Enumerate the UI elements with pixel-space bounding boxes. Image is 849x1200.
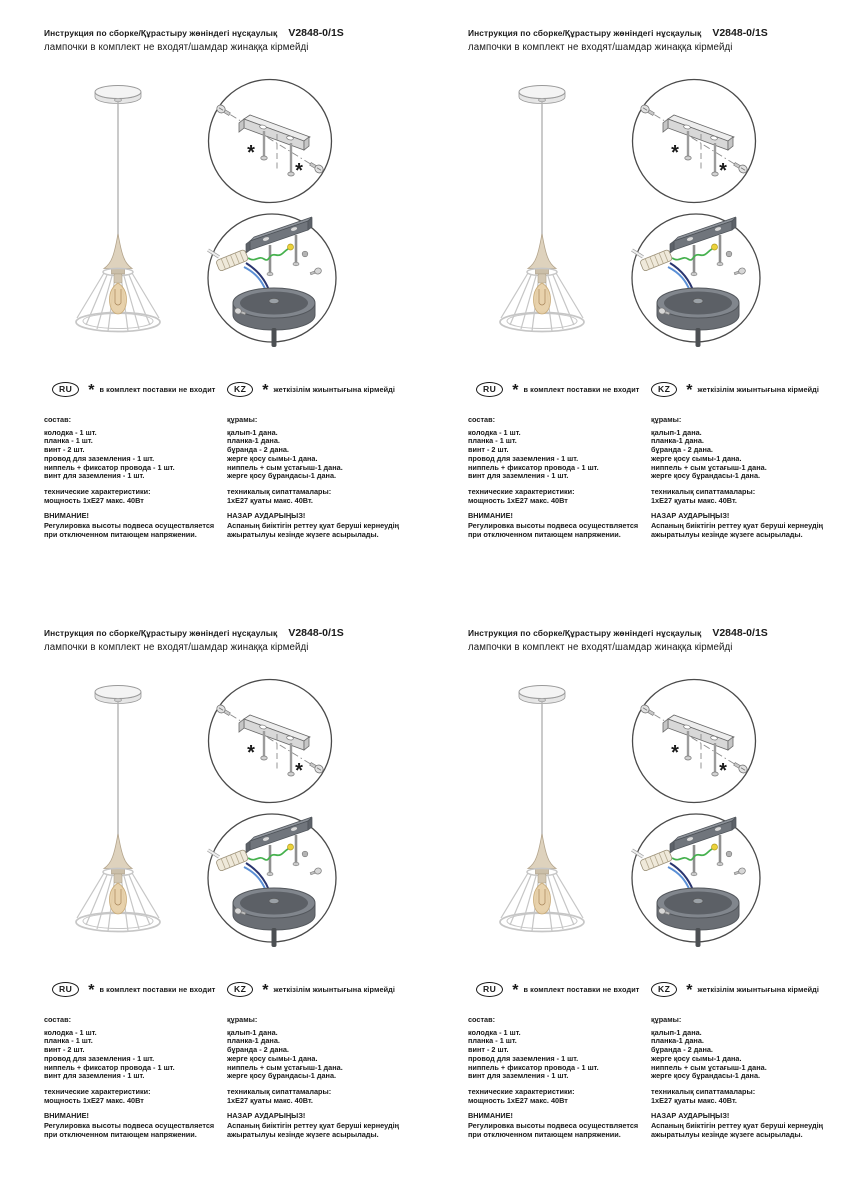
pendant-lamp-illustration <box>70 80 170 338</box>
asterisk-marker: * <box>247 142 255 164</box>
model-number: V2848-0/1S <box>288 27 344 39</box>
pendant-lamp-illustration <box>494 80 594 338</box>
list-item: колодка - 1 шт. <box>44 1027 97 1037</box>
kz-warning-title: НАЗАР АУДАРЫҢЫЗ! <box>651 1111 730 1121</box>
list-item: жерге қосу сымы-1 дана. <box>651 1053 742 1063</box>
list-item: винт - 2 шт. <box>44 445 85 455</box>
asterisk-marker: * <box>262 982 269 999</box>
kz-specs-title: техникалық сипаттамалары: <box>651 486 756 496</box>
ru-list-title: состав: <box>44 415 72 424</box>
kz-note-text: жеткізілім жиынтығына кірмейді <box>273 384 396 394</box>
kz-parts-column <box>227 416 423 539</box>
kz-note-text: жеткізілім жиынтығына кірмейді <box>697 984 820 994</box>
asterisk-marker: * <box>686 982 693 999</box>
kz-parts-column <box>651 416 847 539</box>
ru-list-title: состав: <box>44 1015 72 1024</box>
wiring-diagram <box>204 811 340 949</box>
ru-specs <box>44 1088 224 1105</box>
list-item: планка - 1 шт. <box>44 436 93 446</box>
model-number: V2848-0/1S <box>288 627 344 639</box>
kz-specs <box>227 1088 423 1105</box>
sheet-header <box>468 627 828 653</box>
ru-warning-line: Регулировка высоты подвеса осуществляется <box>468 521 639 531</box>
kz-warning <box>227 512 423 539</box>
asterisk-marker: * <box>512 982 519 999</box>
ru-specs-value: мощность 1хЕ27 макс. 40Вт <box>44 1095 144 1105</box>
kz-warning-title: НАЗАР АУДАРЫҢЫЗ! <box>227 511 306 521</box>
ru-note-text: в комплект поставки не входит <box>99 384 216 394</box>
kz-list-title: құрамы: <box>651 415 682 424</box>
kz-note-text: жеткізілім жиынтығына кірмейді <box>273 984 396 994</box>
sheet-subtitle: лампочки в комплект не входят/шамдар жинаққа кірмейді <box>468 41 733 53</box>
hex-nut <box>726 851 732 857</box>
model-number: V2848-0/1S <box>712 27 768 39</box>
kz-parts-list <box>651 1029 847 1081</box>
instruction-sheet <box>0 600 424 1200</box>
ru-specs-value: мощность 1хЕ27 макс. 40Вт <box>468 495 568 505</box>
kz-language-badge: KZ <box>651 382 677 397</box>
list-item: қалып-1 дана. <box>227 1027 278 1037</box>
kz-parts-column <box>651 1016 847 1139</box>
ru-specs <box>468 1088 648 1105</box>
kz-specs-value: 1хЕ27 қуаты макс. 40Вт. <box>651 495 737 505</box>
edison-bulb <box>534 274 551 314</box>
language-notes-row <box>0 380 424 400</box>
ru-language-badge: RU <box>52 982 79 997</box>
asterisk-marker: * <box>247 742 255 764</box>
list-item: винт для заземления - 1 шт. <box>468 1071 569 1081</box>
asterisk-marker: * <box>671 142 679 164</box>
language-notes-row <box>0 980 424 1000</box>
sheet-title: Инструкция по сборке/Құрастыру жөніндегі нұсқаулық <box>468 628 702 638</box>
list-item: провод для заземления - 1 шт. <box>468 1053 579 1063</box>
asterisk-marker: * <box>88 982 95 999</box>
kz-language-badge: KZ <box>227 382 253 397</box>
yellow-wire-connector <box>288 244 294 250</box>
ru-specs-title: технические характеристики: <box>44 1086 151 1096</box>
edison-bulb <box>110 274 127 314</box>
kz-note-group <box>227 980 395 998</box>
sheet-subtitle: лампочки в комплект не входят/шамдар жинаққа кірмейді <box>44 641 309 653</box>
ru-note-text: в комплект поставки не входит <box>523 984 640 994</box>
ru-warning <box>44 1112 224 1139</box>
kz-parts-column <box>227 1016 423 1139</box>
ru-warning-line: при отключенном питающем напряжении. <box>468 529 621 539</box>
instruction-sheet <box>424 0 848 600</box>
ru-parts-column <box>44 1016 224 1139</box>
ru-warning-title: ВНИМАНИЕ! <box>44 1111 89 1121</box>
ru-warning-line: Регулировка высоты подвеса осуществляется <box>44 521 215 531</box>
hex-nut <box>726 251 732 257</box>
wiring-diagram <box>628 211 764 349</box>
list-item: ниппель + фиксатор провода - 1 шт. <box>468 1062 599 1072</box>
ceiling-cup <box>233 288 315 347</box>
bracket-mounting-diagram <box>630 677 758 805</box>
kz-language-badge: KZ <box>227 982 253 997</box>
kz-specs-title: техникалық сипаттамалары: <box>227 486 332 496</box>
kz-list-title: құрамы: <box>227 1015 258 1024</box>
ru-specs <box>468 488 648 505</box>
ceiling-canopy <box>95 86 141 104</box>
list-item: колодка - 1 шт. <box>468 427 521 437</box>
bracket-mounting-diagram <box>630 77 758 205</box>
kz-specs-value: 1хЕ27 қуаты макс. 40Вт. <box>651 1095 737 1105</box>
kz-warning-line: ажыратылуы кезінде жүзеге асырылады. <box>651 529 803 539</box>
list-item: қалып-1 дана. <box>651 1027 702 1037</box>
list-item: винт для заземления - 1 шт. <box>44 471 145 481</box>
ceiling-canopy <box>95 686 141 704</box>
list-item: бұранда - 2 дана. <box>651 1045 713 1055</box>
list-item: бұранда - 2 дана. <box>651 445 713 455</box>
ceiling-canopy <box>519 86 565 104</box>
list-item: жерге қосу бұрандасы-1 дана. <box>651 1071 761 1081</box>
list-item: планка - 1 шт. <box>44 1036 93 1046</box>
sheet-header <box>44 627 404 653</box>
kz-warning-line: ажыратылуы кезінде жүзеге асырылады. <box>227 529 379 539</box>
list-item: ниппель + сым ұстағыш-1 дана. <box>651 1062 767 1072</box>
kz-language-badge: KZ <box>651 982 677 997</box>
language-notes-row <box>424 380 848 400</box>
ru-warning <box>44 512 224 539</box>
language-notes-row <box>424 980 848 1000</box>
ru-warning-title: ВНИМАНИЕ! <box>468 1111 513 1121</box>
pendant-lamp-illustration <box>494 680 594 938</box>
list-item: планка-1 дана. <box>651 436 704 446</box>
ru-specs-title: технические характеристики: <box>468 1086 575 1096</box>
ru-warning <box>468 512 648 539</box>
ru-list-title: состав: <box>468 1015 496 1024</box>
wiring-diagram <box>628 811 764 949</box>
kz-note-text: жеткізілім жиынтығына кірмейді <box>697 384 820 394</box>
asterisk-marker: * <box>686 382 693 399</box>
kz-warning-line: Аспаның биіктігін реттеу қуат беруші кернеудің <box>651 1121 824 1131</box>
list-item: ниппель + сым ұстағыш-1 дана. <box>651 462 767 472</box>
list-item: қалып-1 дана. <box>227 427 278 437</box>
pendant-lamp-illustration <box>70 680 170 938</box>
ru-parts-list <box>44 429 224 481</box>
ru-note-group <box>476 980 639 998</box>
kz-warning-title: НАЗАР АУДАРЫҢЫЗ! <box>651 511 730 521</box>
kz-warning <box>651 512 847 539</box>
list-item: планка - 1 шт. <box>468 436 517 446</box>
ceiling-cup <box>657 888 739 947</box>
kz-warning-line: ажыратылуы кезінде жүзеге асырылады. <box>651 1129 803 1139</box>
ru-note-group <box>52 380 215 398</box>
kz-note-group <box>651 980 819 998</box>
list-item: провод для заземления - 1 шт. <box>44 453 155 463</box>
list-item: винт для заземления - 1 шт. <box>44 1071 145 1081</box>
kz-list-title: құрамы: <box>227 415 258 424</box>
list-item: колодка - 1 шт. <box>468 1027 521 1037</box>
ceiling-cup <box>657 288 739 347</box>
list-item: винт для заземления - 1 шт. <box>468 471 569 481</box>
kz-specs <box>227 488 423 505</box>
sheet-title: Инструкция по сборке/Құрастыру жөніндегі нұсқаулық <box>44 628 278 638</box>
kz-warning <box>651 1112 847 1139</box>
list-item: жерге қосу бұрандасы-1 дана. <box>651 471 761 481</box>
ru-note-group <box>52 980 215 998</box>
instruction-sheet <box>0 0 424 600</box>
list-item: планка - 1 шт. <box>468 1036 517 1046</box>
list-item: провод для заземления - 1 шт. <box>468 453 579 463</box>
ru-language-badge: RU <box>52 382 79 397</box>
asterisk-marker: * <box>671 742 679 764</box>
ru-specs-title: технические характеристики: <box>44 486 151 496</box>
ru-parts-list <box>468 1029 648 1081</box>
edison-bulb <box>534 874 551 914</box>
list-item: планка-1 дана. <box>227 436 280 446</box>
asterisk-marker: * <box>512 382 519 399</box>
asterisk-marker: * <box>719 760 727 782</box>
list-item: жерге қосу сымы-1 дана. <box>651 453 742 463</box>
yellow-wire-connector <box>288 844 294 850</box>
hex-nut <box>302 851 308 857</box>
list-item: винт - 2 шт. <box>44 1045 85 1055</box>
asterisk-marker: * <box>262 382 269 399</box>
kz-specs <box>651 488 847 505</box>
kz-parts-list <box>227 1029 423 1081</box>
list-item: қалып-1 дана. <box>651 427 702 437</box>
list-item: ниппель + фиксатор провода - 1 шт. <box>44 462 175 472</box>
sheet-subtitle: лампочки в комплект не входят/шамдар жинаққа кірмейді <box>468 641 733 653</box>
kz-warning-line: Аспаның биіктігін реттеу қуат беруші кернеудің <box>227 521 400 531</box>
kz-specs-value: 1хЕ27 қуаты макс. 40Вт. <box>227 495 313 505</box>
ru-list-title: состав: <box>468 415 496 424</box>
ru-parts-column <box>468 1016 648 1139</box>
list-item: винт - 2 шт. <box>468 445 509 455</box>
yellow-wire-connector <box>712 844 718 850</box>
kz-specs <box>651 1088 847 1105</box>
kz-note-group <box>651 380 819 398</box>
list-item: провод для заземления - 1 шт. <box>44 1053 155 1063</box>
ru-parts-list <box>468 429 648 481</box>
ru-warning-line: при отключенном питающем напряжении. <box>468 1129 621 1139</box>
ru-specs-value: мощность 1хЕ27 макс. 40Вт <box>468 1095 568 1105</box>
ru-language-badge: RU <box>476 982 503 997</box>
sheet-header <box>44 27 404 53</box>
ru-parts-column <box>468 416 648 539</box>
ru-language-badge: RU <box>476 382 503 397</box>
sheet-title: Инструкция по сборке/Құрастыру жөніндегі нұсқаулық <box>44 28 278 38</box>
asterisk-marker: * <box>295 160 303 182</box>
instruction-sheet <box>424 600 848 1200</box>
list-item: жерге қосу бұрандасы-1 дана. <box>227 1071 337 1081</box>
list-item: жерге қосу сымы-1 дана. <box>227 453 318 463</box>
sheet-title: Инструкция по сборке/Құрастыру жөніндегі нұсқаулық <box>468 28 702 38</box>
ru-parts-column <box>44 416 224 539</box>
yellow-wire-connector <box>712 244 718 250</box>
ru-warning-title: ВНИМАНИЕ! <box>468 511 513 521</box>
ru-specs-title: технические характеристики: <box>468 486 575 496</box>
bracket-mounting-diagram <box>206 677 334 805</box>
list-item: планка-1 дана. <box>227 1036 280 1046</box>
list-item: планка-1 дана. <box>651 1036 704 1046</box>
list-item: жерге қосу бұрандасы-1 дана. <box>227 471 337 481</box>
list-item: ниппель + фиксатор провода - 1 шт. <box>468 462 599 472</box>
kz-warning-line: ажыратылуы кезінде жүзеге асырылады. <box>227 1129 379 1139</box>
ru-warning-title: ВНИМАНИЕ! <box>44 511 89 521</box>
list-item: колодка - 1 шт. <box>44 427 97 437</box>
ru-note-text: в комплект поставки не входит <box>99 984 216 994</box>
ceiling-canopy <box>519 686 565 704</box>
kz-parts-list <box>651 429 847 481</box>
ceiling-cup <box>233 888 315 947</box>
asterisk-marker: * <box>295 760 303 782</box>
ru-specs-value: мощность 1хЕ27 макс. 40Вт <box>44 495 144 505</box>
kz-note-group <box>227 380 395 398</box>
sheet-header <box>468 27 828 53</box>
list-item: бұранда - 2 дана. <box>227 445 289 455</box>
ru-warning-line: при отключенном питающем напряжении. <box>44 1129 197 1139</box>
asterisk-marker: * <box>88 382 95 399</box>
bracket-mounting-diagram <box>206 77 334 205</box>
kz-specs-title: техникалық сипаттамалары: <box>651 1086 756 1096</box>
sheet-subtitle: лампочки в комплект не входят/шамдар жинаққа кірмейді <box>44 41 309 53</box>
kz-warning-title: НАЗАР АУДАРЫҢЫЗ! <box>227 1111 306 1121</box>
ru-warning-line: при отключенном питающем напряжении. <box>44 529 197 539</box>
kz-warning-line: Аспаның биіктігін реттеу қуат беруші кернеудің <box>651 521 824 531</box>
ru-specs <box>44 488 224 505</box>
ru-parts-list <box>44 1029 224 1081</box>
kz-list-title: құрамы: <box>651 1015 682 1024</box>
kz-warning-line: Аспаның биіктігін реттеу қуат беруші кернеудің <box>227 1121 400 1131</box>
ru-warning <box>468 1112 648 1139</box>
kz-specs-title: техникалық сипаттамалары: <box>227 1086 332 1096</box>
kz-parts-list <box>227 429 423 481</box>
ru-note-text: в комплект поставки не входит <box>523 384 640 394</box>
list-item: ниппель + сым ұстағыш-1 дана. <box>227 1062 343 1072</box>
ru-warning-line: Регулировка высоты подвеса осуществляется <box>44 1121 215 1131</box>
kz-warning <box>227 1112 423 1139</box>
edison-bulb <box>110 874 127 914</box>
asterisk-marker: * <box>719 160 727 182</box>
kz-specs-value: 1хЕ27 қуаты макс. 40Вт. <box>227 1095 313 1105</box>
list-item: жерге қосу сымы-1 дана. <box>227 1053 318 1063</box>
ru-warning-line: Регулировка высоты подвеса осуществляется <box>468 1121 639 1131</box>
model-number: V2848-0/1S <box>712 627 768 639</box>
hex-nut <box>302 251 308 257</box>
list-item: винт - 2 шт. <box>468 1045 509 1055</box>
list-item: бұранда - 2 дана. <box>227 1045 289 1055</box>
list-item: ниппель + сым ұстағыш-1 дана. <box>227 462 343 472</box>
ru-note-group <box>476 380 639 398</box>
wiring-diagram <box>204 211 340 349</box>
list-item: ниппель + фиксатор провода - 1 шт. <box>44 1062 175 1072</box>
